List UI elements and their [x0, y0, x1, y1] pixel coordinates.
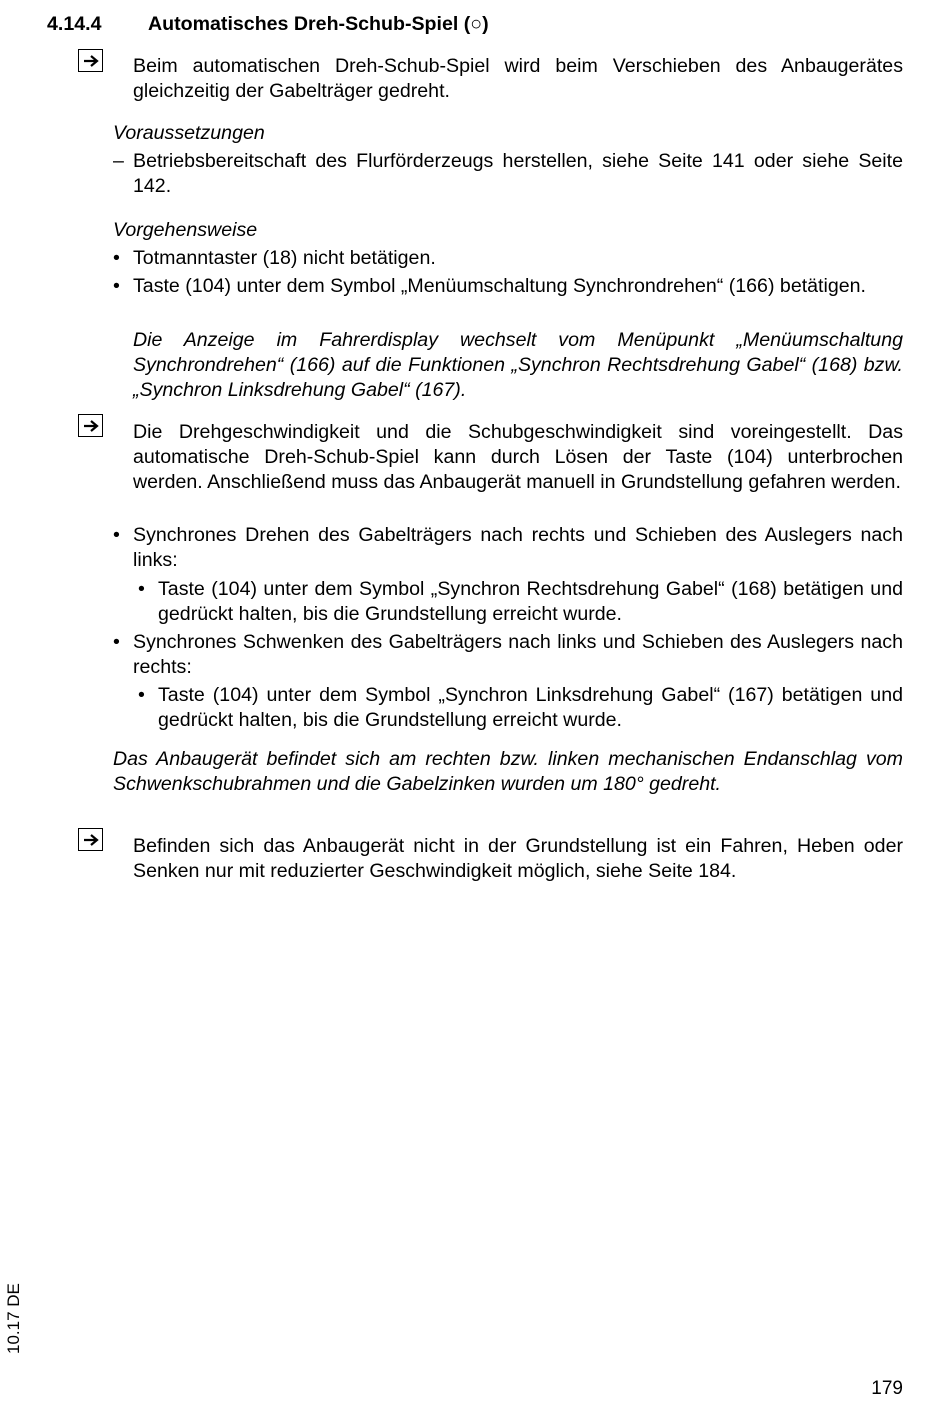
- arrow-right-icon: [78, 828, 103, 851]
- arrow-right-icon: [78, 414, 103, 437]
- procedure-step-2-result: Die Anzeige im Fahrerdisplay wechselt vom Menüpunkt „Menüumschaltung Synchrondrehen“ (166) auf die Funktionen „Synchron Rechtsdrehung Gabel“ (168) bzw. „Synchron Linksdrehung Gabel“ (167).: [133, 329, 903, 401]
- procedure-step-2: Taste (104) unter dem Symbol „Menüumschaltung Synchrondrehen“ (166) betätigen.: [133, 275, 866, 297]
- prerequisites-heading: Voraussetzungen: [113, 122, 265, 144]
- procedure-step-1: Totmanntaster (18) nicht betätigen.: [133, 247, 436, 269]
- procedure-heading: Vorgehensweise: [113, 219, 258, 241]
- note-text: Die Drehgeschwindigkeit und die Schubgeschwindigkeit sind voreingestellt. Das automatische Dreh-Schub-Spiel kann durch Lösen der Taste (104) unterbrochen werden. Anschließend muss das Anbaugerät manuell in Grundstellung gefahren werden.: [133, 421, 903, 493]
- bullet: •: [113, 524, 120, 546]
- section-number: 4.14.4: [47, 13, 102, 35]
- list-item: Synchrones Drehen des Gabelträgers nach rechts und Schieben des Auslegers nach links:: [133, 524, 903, 571]
- note-text: Beim automatischen Dreh-Schub-Spiel wird beim Verschieben des Anbaugerätes gleichzeitig der Gabelträger gedreht.: [133, 55, 903, 102]
- result-text: Das Anbaugerät befindet sich am rechten bzw. linken mechanischen Endanschlag vom Schwenkschubrahmen und die Gabelzinken wurden um 180° gedreht.: [113, 748, 903, 795]
- bullet: •: [113, 247, 120, 269]
- sub-list-item: Taste (104) unter dem Symbol „Synchron Linksdrehung Gabel“ (167) betätigen und gedrückt halten, bis die Grundstellung erreicht wurde.: [158, 684, 903, 731]
- prerequisite-item: Betriebsbereitschaft des Flurförderzeugs herstellen, siehe Seite 141 oder siehe Seite 142.: [133, 150, 903, 197]
- list-item: Synchrones Schwenken des Gabelträgers nach links und Schieben des Auslegers nach rechts:: [133, 631, 903, 678]
- section-title: Automatisches Dreh-Schub-Spiel (○): [148, 13, 489, 35]
- edition-label: 10.17 DE: [4, 1283, 23, 1354]
- bullet: •: [138, 684, 145, 706]
- bullet: •: [138, 578, 145, 600]
- bullet: •: [113, 275, 120, 297]
- arrow-right-icon: [78, 49, 103, 72]
- bullet: •: [113, 631, 120, 653]
- sub-list-item: Taste (104) unter dem Symbol „Synchron Rechtsdrehung Gabel“ (168) betätigen und gedrückt halten, bis die Grundstellung erreicht wurde.: [158, 578, 903, 625]
- page-number: 179: [871, 1378, 903, 1399]
- note-text: Befinden sich das Anbaugerät nicht in der Grundstellung ist ein Fahren, Heben oder Senken nur mit reduzierter Geschwindigkeit möglich, siehe Seite 184.: [133, 835, 903, 882]
- dash-marker: –: [113, 150, 124, 172]
